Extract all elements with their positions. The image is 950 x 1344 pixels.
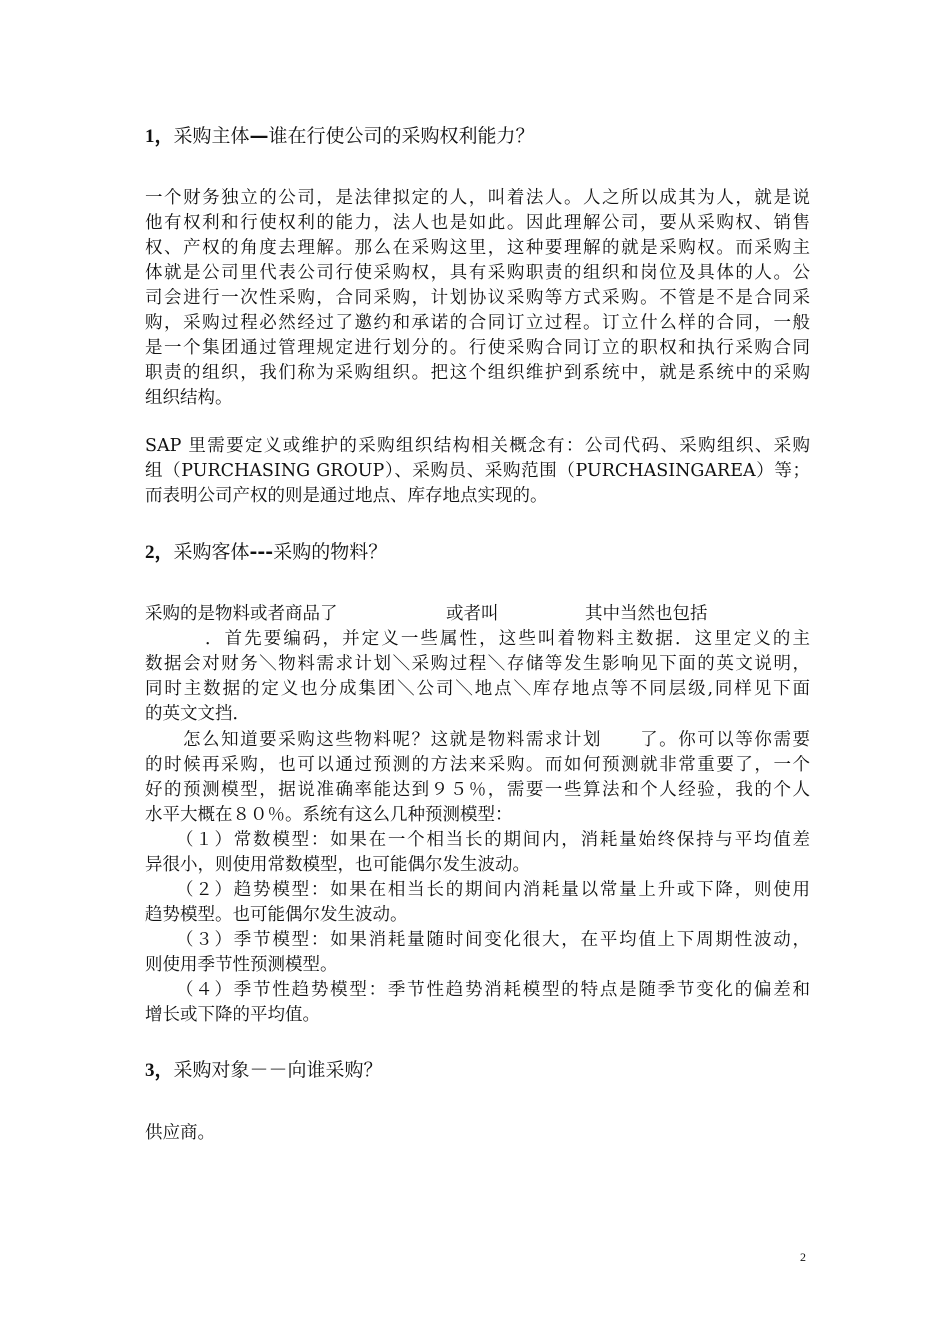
s2-body-line: 好的预测模型，据说准确率能达到９５％，需要一些算法和个人经验，我的个人 xyxy=(145,780,810,800)
s2-model-line: 趋势模型。也可能偶尔发生波动。 xyxy=(145,905,408,925)
page-number: 2 xyxy=(800,1250,806,1264)
s1-p1-line: 组织结构。 xyxy=(145,388,233,408)
s1-p1-line: 职责的组织，我们称为采购组织。把这个组织维护到系统中，就是系统中的采购 xyxy=(145,363,810,383)
s1-p2-line: 组（PURCHASING GROUP）、采购员、采购范围（PURCHASINGAREA）等； xyxy=(145,461,810,481)
section-2-heading xyxy=(145,538,387,567)
section-3-number: 3， xyxy=(145,1060,174,1081)
s1-p1-line: 是一个集团通过管理规定进行划分的。行使采购合同订立的职权和执行采购合同 xyxy=(145,338,810,358)
s1-p1-line: 权、产权的角度去理解。那么在采购这里，这种要理解的就是采购权。而采购主 xyxy=(145,238,810,258)
s2-model-line: 增长或下降的平均值。 xyxy=(145,1005,320,1025)
s2-body-line: 的英文文挡． xyxy=(145,704,250,724)
section-2-dash: --- xyxy=(249,541,274,563)
s2-body-line: 怎么知道要采购这些物料呢？这就是物料需求计划 了。你可以等你需要 xyxy=(183,730,810,750)
s2-model-line: 异很小，则使用常数模型，也可能偶尔发生波动。 xyxy=(145,855,530,875)
s2-line1-segment-c: 其中当然也包括 xyxy=(585,604,708,624)
s1-p2-line: 而表明公司产权的则是通过地点、库存地点实现的。 xyxy=(145,486,548,506)
section-1-dash: — xyxy=(249,125,269,147)
s2-model-line: （３）季节模型：如果消耗量随时间变化很大，在平均值上下周期性波动， xyxy=(176,930,810,950)
s2-line1-segment-b: 或者叫 xyxy=(446,604,499,624)
s3-body-line: 供应商。 xyxy=(145,1123,215,1143)
section-3-title: 采购对象－－向谁采购？ xyxy=(173,1059,383,1081)
s1-p1-line: 购，采购过程必然经过了邀约和承诺的合同订立过程。订立什么样的合同，一般 xyxy=(145,313,810,333)
s1-p1-line: 一个财务独立的公司，是法律拟定的人，叫着法人。人之所以成其为人，就是说 xyxy=(145,188,810,208)
s1-p1-line: 体就是公司里代表公司行使采购权，具有采购职责的组织和岗位及具体的人。公 xyxy=(145,263,810,283)
s2-body-line: 水平大概在８０％。系统有这么几种预测模型： xyxy=(145,805,513,825)
s2-model-line: （１）常数模型：如果在一个相当长的期间内，消耗量始终保持与平均值差 xyxy=(176,830,810,850)
s2-line1-segment-a: 采购的是物料或者商品了 xyxy=(145,604,338,624)
s1-p1-line: 司会进行一次性采购，合同采购，计划协议采购等方式采购。不管是不是合同采 xyxy=(145,288,810,308)
section-2-number: 2， xyxy=(145,542,174,563)
s2-body-line: ．首先要编码，并定义一些属性，这些叫着物料主数据．这里定义的主 xyxy=(205,629,810,649)
s2-body-line: 的时候再采购，也可以通过预测的方法来采购。而如何预测就非常重要了，一个 xyxy=(145,755,810,775)
s1-p1-line: 他有权利和行使权利的能力，法人也是如此。因此理解公司，要从采购权、销售 xyxy=(145,213,810,233)
s2-model-line: 则使用季节性预测模型。 xyxy=(145,955,338,975)
s2-body-line: 数据会对财务＼物料需求计划＼采购过程＼存储等发生影响见下面的英文说明， xyxy=(145,654,810,674)
section-1-heading xyxy=(145,122,535,151)
section-1-title-b: 谁在行使公司的采购权利能力？ xyxy=(268,125,535,147)
s1-p2-line: SAP 里需要定义或维护的采购组织结构相关概念有：公司代码、采购组织、采购 xyxy=(145,436,810,456)
section-2-title-b: 采购的物料？ xyxy=(273,541,388,563)
s2-model-line: （２）趋势模型：如果在相当长的期间内消耗量以常量上升或下降，则使用 xyxy=(176,880,810,900)
section-3-heading xyxy=(145,1056,383,1085)
s2-body-line: 同时主数据的定义也分成集团＼公司＼地点＼库存地点等不同层级,同样见下面 xyxy=(145,679,810,699)
section-2-title-a: 采购客体 xyxy=(173,541,250,563)
s2-model-line: （４）季节性趋势模型：季节性趋势消耗模型的特点是随季节变化的偏差和 xyxy=(176,980,810,1000)
section-1-number: 1， xyxy=(145,126,174,147)
section-1-title-a: 采购主体 xyxy=(173,125,250,147)
